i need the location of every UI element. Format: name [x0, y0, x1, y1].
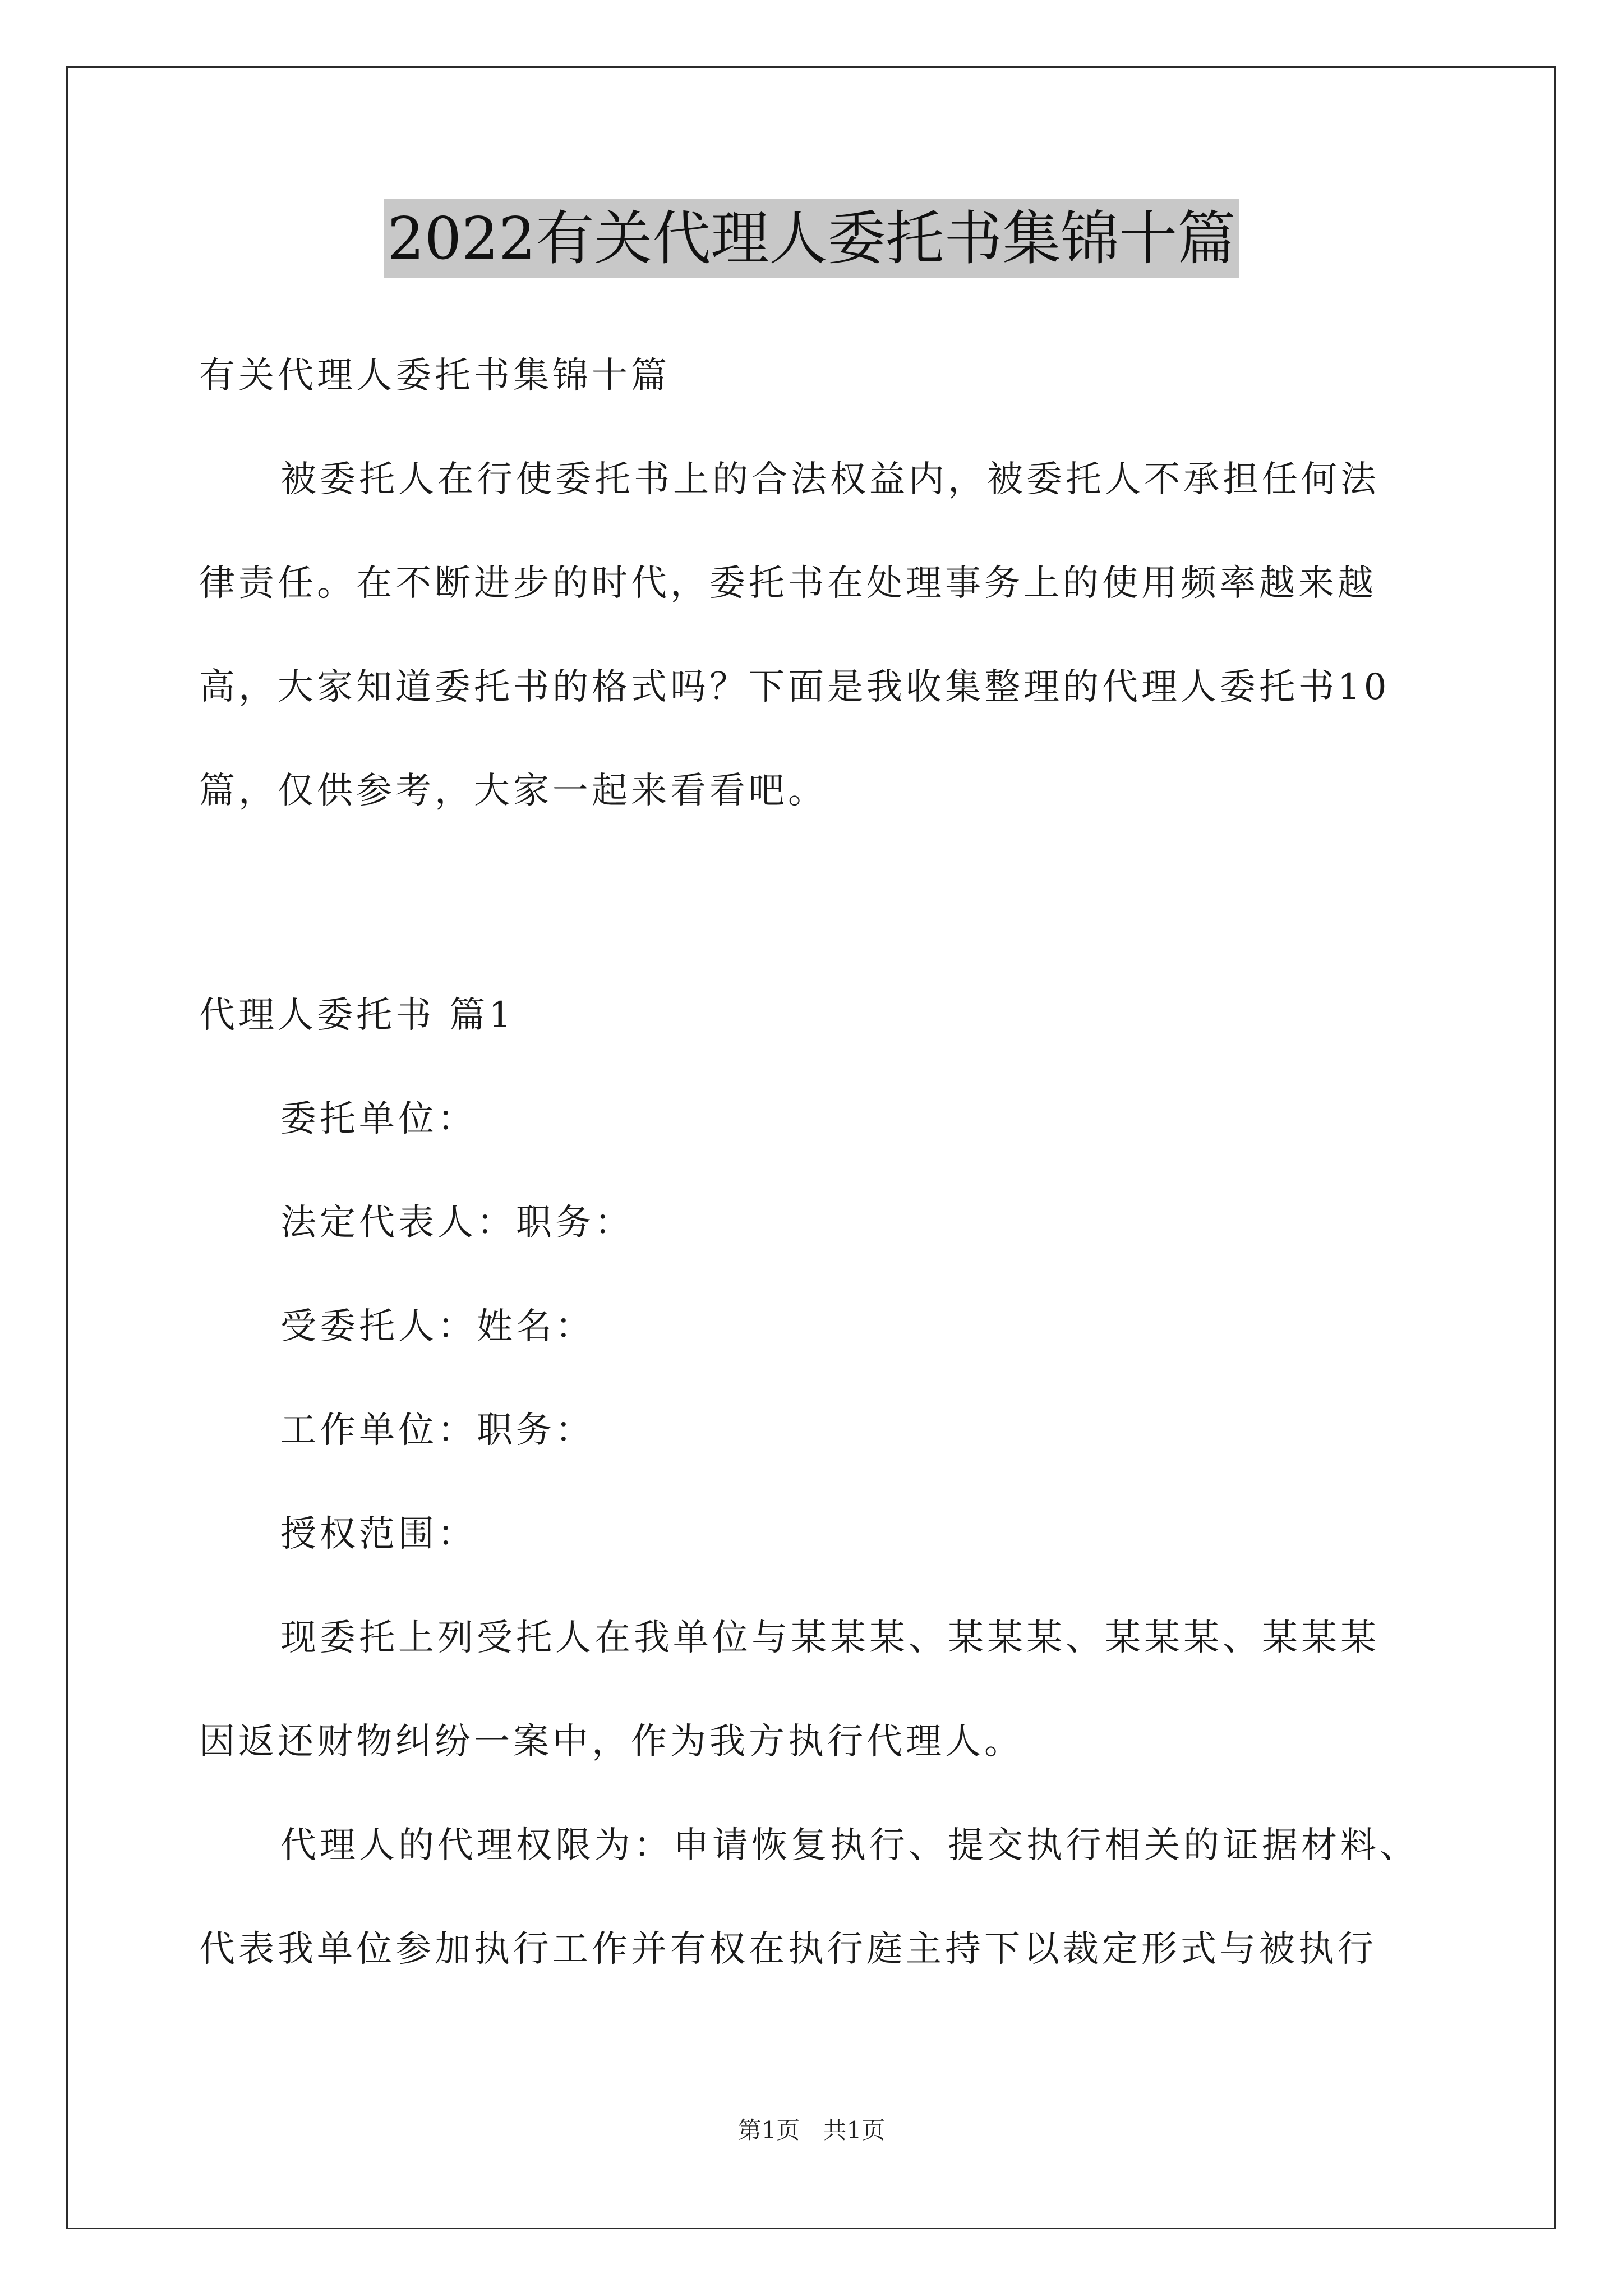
page-number: 第1页 — [737, 2116, 800, 2144]
field-agent: 受委托人：姓名： — [280, 1306, 594, 1347]
page-total: 共1页 — [823, 2116, 886, 2144]
body-line-1: 现委托上列受托人在我单位与某某某、某某某、某某某、某某某 — [280, 1617, 1380, 1659]
document-title: 2022有关代理人委托书集锦十篇 — [384, 199, 1239, 278]
field-work-unit: 工作单位：职务： — [280, 1410, 594, 1451]
field-scope: 授权范围： — [280, 1513, 477, 1555]
body-line-3: 代理人的代理权限为：申请恢复执行、提交执行相关的证据材料、 — [280, 1825, 1419, 1866]
intro-line-1: 被委托人在行使委托书上的合法权益内，被委托人不承担任何法 — [280, 459, 1380, 500]
title-container — [0, 199, 1623, 278]
body-line-4: 代表我单位参加执行工作并有权在执行庭主持下以裁定形式与被执行 — [199, 1929, 1377, 1970]
page-footer — [0, 2114, 1623, 2147]
field-legal-rep: 法定代表人：职务： — [280, 1202, 634, 1244]
intro-line-2: 律责任。在不断进步的时代，委托书在处理事务上的使用频率越来越 — [199, 563, 1377, 604]
field-client-unit: 委托单位： — [280, 1098, 477, 1140]
intro-line-4: 篇，仅供参考，大家一起来看看吧。 — [199, 770, 827, 812]
document-subtitle: 有关代理人委托书集锦十篇 — [199, 355, 670, 397]
intro-line-3: 高，大家知道委托书的格式吗？下面是我收集整理的代理人委托书10 — [199, 666, 1390, 708]
body-line-2: 因返还财物纠纷一案中，作为我方执行代理人。 — [199, 1721, 1023, 1763]
section-heading: 代理人委托书 篇1 — [199, 995, 515, 1036]
